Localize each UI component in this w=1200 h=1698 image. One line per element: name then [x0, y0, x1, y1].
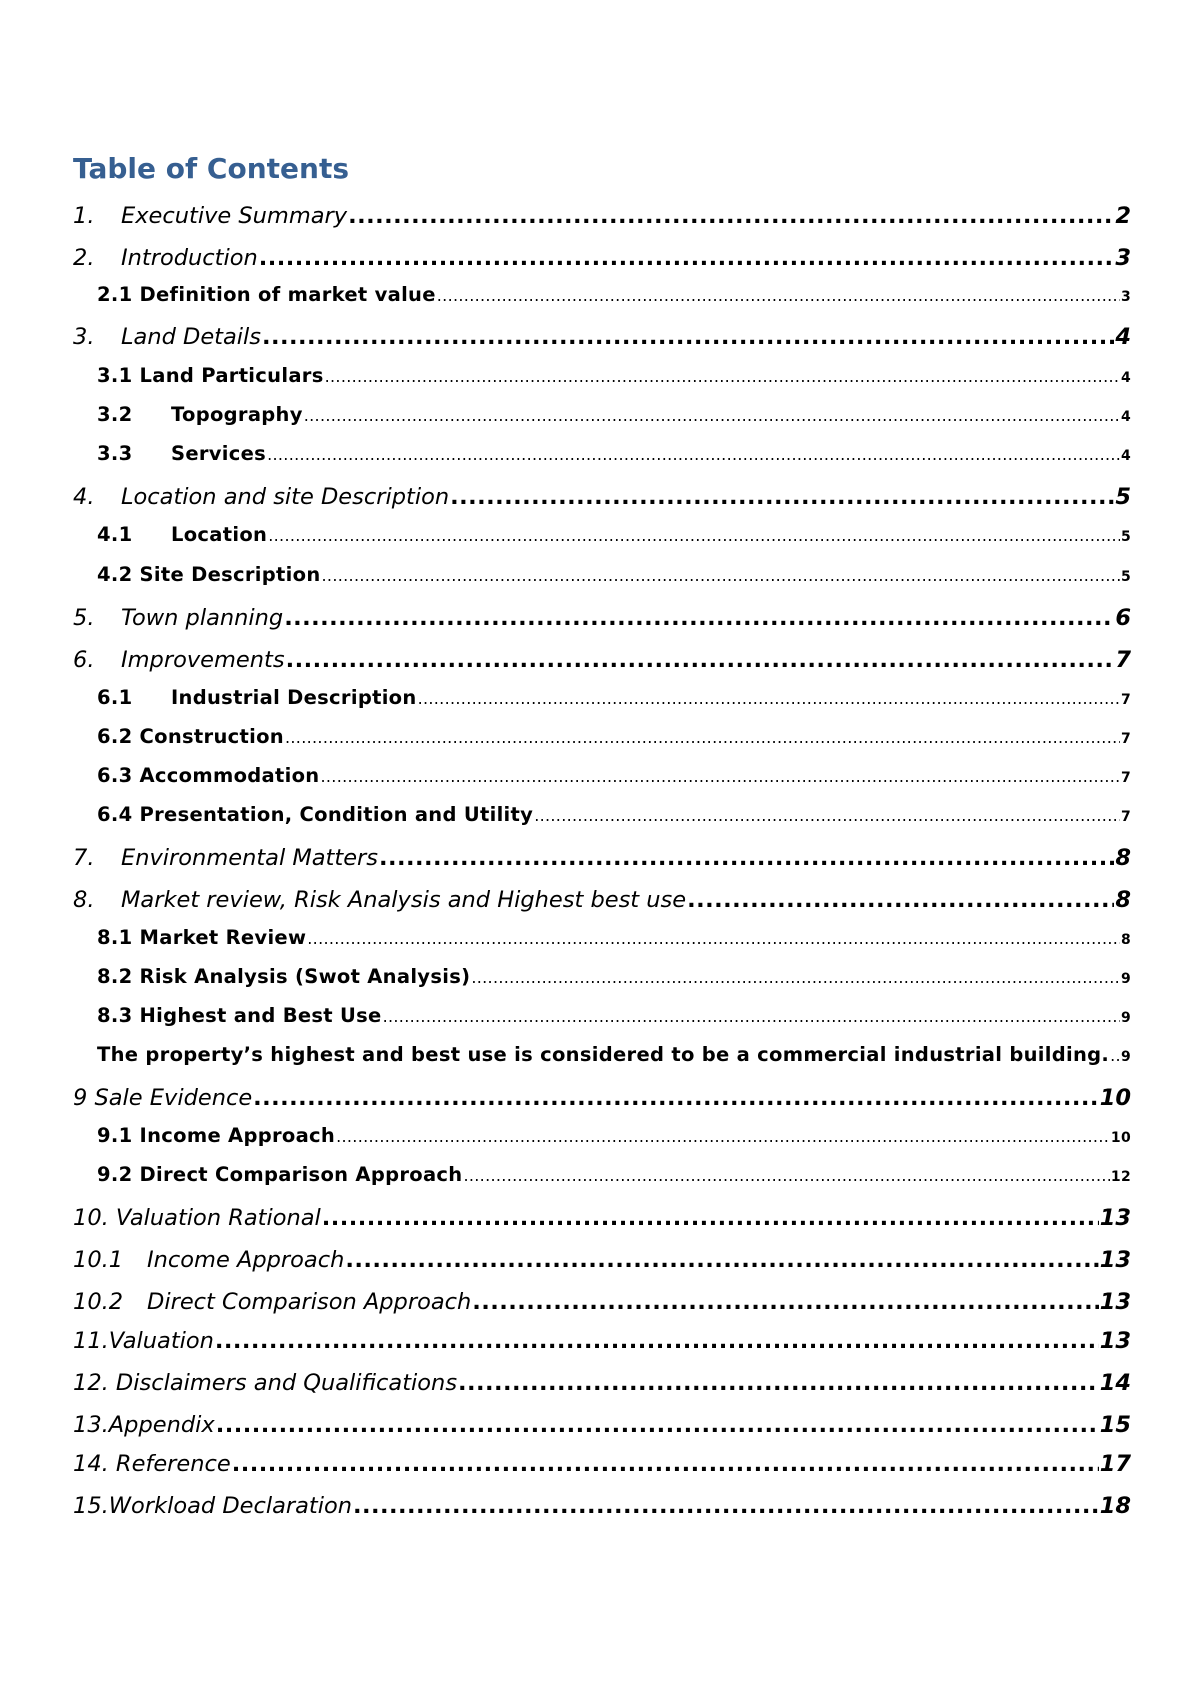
toc-dot-leader	[687, 887, 1114, 912]
toc-dot-leader	[286, 647, 1115, 672]
toc-dot-leader	[284, 605, 1114, 630]
toc-page-number: 5	[1115, 484, 1131, 510]
toc-entry[interactable]	[73, 1205, 1131, 1231]
toc-page-number: 7	[1120, 692, 1131, 708]
toc-entry-number: 1.	[73, 203, 95, 229]
toc-page-number: 18	[1099, 1493, 1131, 1519]
toc-dot-leader	[534, 806, 1120, 827]
toc-dot-leader	[336, 1127, 1110, 1148]
toc-entry-text: 10. Valuation Rational	[73, 1205, 321, 1231]
toc-dot-leader	[379, 845, 1114, 870]
toc-entry-text: Introduction	[121, 245, 258, 271]
toc-entry-text: Direct Comparison Approach	[147, 1289, 472, 1315]
toc-page-number: 3	[1120, 289, 1131, 305]
toc-page-number: 7	[1120, 809, 1131, 825]
toc-entry-text: 11.Valuation	[73, 1328, 214, 1354]
toc-dot-leader	[463, 1166, 1109, 1187]
toc-dot-leader	[437, 286, 1120, 307]
toc-entry-text: Land Details	[121, 324, 262, 350]
toc-entry-text: Improvements	[121, 647, 285, 673]
toc-page-number: 4	[1120, 370, 1131, 386]
toc-entry-text: Topography	[171, 403, 303, 426]
toc-page-number: 12	[1110, 1169, 1131, 1185]
toc-page-number: 13	[1099, 1328, 1131, 1354]
toc-entry-text: 3.1 Land Particulars	[97, 364, 324, 387]
toc-entry[interactable]	[97, 523, 1131, 547]
toc-entry-text: 8.2 Risk Analysis (Swot Analysis)	[97, 965, 471, 988]
toc-entry[interactable]	[73, 1085, 1131, 1111]
toc-entry[interactable]	[97, 725, 1131, 749]
toc-entry[interactable]	[73, 1289, 1131, 1315]
toc-entry-number: 5.	[73, 605, 95, 631]
toc-page-number: 5	[1120, 569, 1131, 585]
toc-entry-text: 9.2 Direct Comparison Approach	[97, 1163, 463, 1186]
toc-entry-number: 4.	[73, 484, 95, 510]
toc-entry-number: 4.1	[97, 523, 133, 546]
toc-dot-leader	[268, 526, 1120, 547]
toc-page-number: 15	[1099, 1412, 1131, 1438]
toc-dot-leader	[267, 445, 1120, 466]
toc-entry[interactable]	[97, 803, 1131, 827]
toc-entry-number: 3.2	[97, 403, 133, 426]
toc-entry[interactable]	[73, 1412, 1131, 1438]
toc-dot-leader	[253, 1085, 1099, 1110]
toc-page-number: 10	[1110, 1130, 1131, 1146]
toc-page-number: 13	[1099, 1205, 1131, 1231]
toc-page-number: 2	[1115, 203, 1131, 229]
toc-entry-text: 9 Sale Evidence	[73, 1085, 253, 1111]
toc-entry[interactable]	[97, 1124, 1131, 1148]
toc-entry[interactable]	[97, 283, 1131, 307]
toc-entry-number: 3.3	[97, 442, 133, 465]
toc-entry-text: The property’s highest and best use is considered to be a commercial industrial building.	[97, 1043, 1110, 1066]
toc-dot-leader	[304, 406, 1120, 427]
toc-page-number: 9	[1120, 971, 1131, 987]
toc-dot-leader	[322, 1205, 1099, 1230]
toc-page-number: 5	[1120, 529, 1131, 545]
toc-entry-text: 6.4 Presentation, Condition and Utility	[97, 803, 534, 826]
toc-page-number: 4	[1120, 409, 1131, 425]
toc-entry[interactable]	[73, 887, 1131, 913]
toc-dot-leader	[259, 245, 1115, 270]
toc-entry-number: 10.1	[73, 1247, 124, 1273]
toc-entry-text: Services	[171, 442, 267, 465]
toc-entry-text: 13.Appendix	[73, 1412, 215, 1438]
toc-page-number: 8	[1115, 887, 1131, 913]
toc-entry[interactable]	[97, 686, 1131, 710]
toc-entry-text: Industrial Description	[171, 686, 417, 709]
toc-entry-text: Environmental Matters	[121, 845, 379, 871]
toc-entry[interactable]	[97, 364, 1131, 388]
toc-entry[interactable]	[73, 245, 1131, 271]
toc-entry-number: 8.	[73, 887, 95, 913]
toc-page-number: 9	[1120, 1049, 1131, 1065]
toc-entry-text: 12. Disclaimers and Qualifications	[73, 1370, 458, 1396]
toc-entry-number: 6.1	[97, 686, 133, 709]
toc-page-number: 10	[1099, 1085, 1131, 1111]
toc-entry-text: Executive Summary	[121, 203, 348, 229]
toc-dot-leader	[472, 1289, 1098, 1314]
toc-dot-leader	[285, 728, 1120, 749]
toc-page-number: 13	[1099, 1247, 1131, 1273]
toc-dot-leader	[1110, 1046, 1120, 1067]
toc-page-number: 3	[1115, 245, 1131, 271]
toc-entry-text: Location and site Description	[121, 484, 450, 510]
toc-entry[interactable]	[73, 484, 1131, 510]
toc-entry-text: 4.2 Site Description	[97, 563, 321, 586]
toc-entry-number: 2.	[73, 245, 95, 271]
toc-page-number: 6	[1115, 605, 1131, 631]
toc-dot-leader	[345, 1247, 1098, 1272]
toc-entry-text: Location	[171, 523, 268, 546]
toc-entry[interactable]	[73, 324, 1131, 350]
toc-entry-text: Income Approach	[147, 1247, 345, 1273]
toc-entry-text: 2.1 Definition of market value	[97, 283, 436, 306]
toc-page-number: 4	[1115, 324, 1131, 350]
toc-dot-leader	[458, 1370, 1099, 1395]
toc-entry[interactable]	[97, 563, 1131, 587]
toc-page-number: 7	[1120, 731, 1131, 747]
toc-entry-number: 10.2	[73, 1289, 124, 1315]
toc-entry[interactable]	[73, 1370, 1131, 1396]
toc-entry-text: 8.1 Market Review	[97, 926, 307, 949]
toc-dot-leader	[216, 1412, 1099, 1437]
toc-page-number: 9	[1120, 1010, 1131, 1026]
toc-page-number: 8	[1115, 845, 1131, 871]
toc-entry[interactable]	[97, 403, 1131, 427]
toc-page-number: 7	[1120, 770, 1131, 786]
toc-entry-text: Market review, Risk Analysis and Highest best use	[121, 887, 687, 913]
toc-entry[interactable]	[97, 926, 1131, 950]
toc-entry-number: 3.	[73, 324, 95, 350]
toc-entry[interactable]	[73, 1328, 1131, 1354]
toc-entry[interactable]	[73, 1493, 1131, 1519]
toc-dot-leader	[322, 566, 1120, 587]
toc-dot-leader	[307, 929, 1120, 950]
toc-entry[interactable]	[97, 442, 1131, 466]
toc-page-number: 7	[1115, 647, 1131, 673]
toc-dot-leader	[348, 203, 1114, 228]
toc-entry-text: 8.3 Highest and Best Use	[97, 1004, 382, 1027]
toc-entry[interactable]	[97, 764, 1131, 788]
toc-entry-text: Town planning	[121, 605, 284, 631]
toc-dot-leader	[325, 367, 1120, 388]
toc-dot-leader	[320, 767, 1119, 788]
toc-entry[interactable]	[97, 965, 1131, 989]
toc-entry[interactable]	[73, 1451, 1131, 1477]
toc-entry-text: 14. Reference	[73, 1451, 231, 1477]
toc-entry[interactable]	[73, 1247, 1131, 1273]
toc-title: Table of Contents	[73, 152, 350, 185]
toc-entry[interactable]	[73, 845, 1131, 871]
toc-page-number: 13	[1099, 1289, 1131, 1315]
toc-entry-number: 7.	[73, 845, 95, 871]
toc-entry-number: 6.	[73, 647, 95, 673]
toc-entry-text: 9.1 Income Approach	[97, 1124, 336, 1147]
toc-entry[interactable]	[73, 203, 1131, 229]
toc-dot-leader	[232, 1451, 1099, 1476]
toc-page-number: 17	[1099, 1451, 1131, 1477]
toc-entry[interactable]	[97, 1163, 1131, 1187]
toc-entry[interactable]	[97, 1004, 1131, 1028]
toc-entry-text: 15.Workload Declaration	[73, 1493, 353, 1519]
toc-dot-leader	[353, 1493, 1099, 1518]
toc-dot-leader	[262, 324, 1114, 349]
toc-dot-leader	[471, 968, 1120, 989]
toc-dot-leader	[418, 689, 1120, 710]
toc-entry-text: 6.3 Accommodation	[97, 764, 320, 787]
toc-dot-leader	[383, 1007, 1120, 1028]
toc-page-number: 14	[1099, 1370, 1131, 1396]
toc-entry[interactable]	[97, 1043, 1131, 1067]
toc-entry-text: 6.2 Construction	[97, 725, 284, 748]
toc-entry[interactable]	[73, 605, 1131, 631]
toc-dot-leader	[215, 1328, 1099, 1353]
toc-entry[interactable]	[73, 647, 1131, 673]
toc-page-number: 8	[1120, 932, 1131, 948]
toc-dot-leader	[450, 484, 1114, 509]
toc-page-number: 4	[1120, 448, 1131, 464]
